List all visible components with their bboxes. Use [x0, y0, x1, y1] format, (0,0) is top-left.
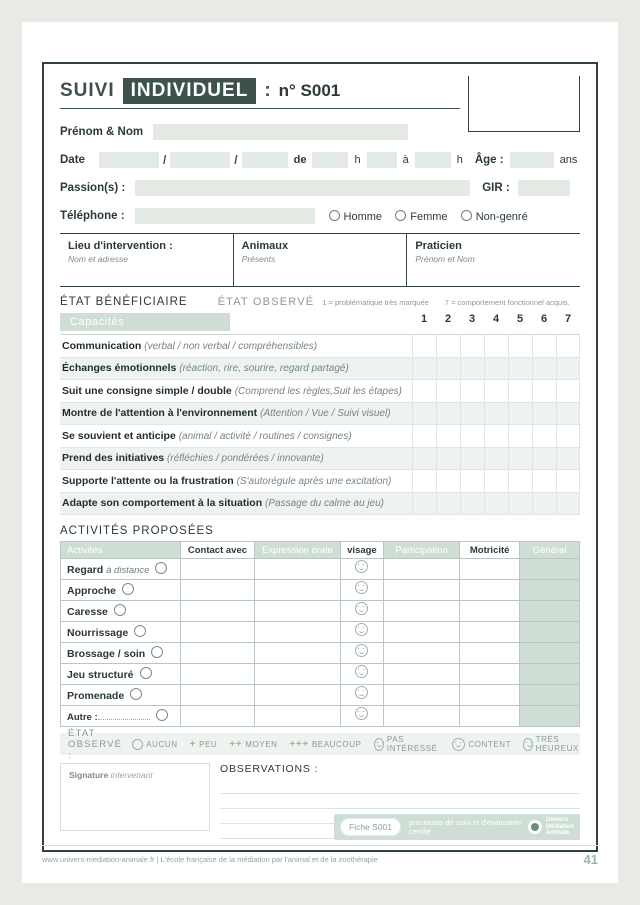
- date-day-input[interactable]: [99, 152, 159, 168]
- other-write-line[interactable]: [98, 710, 150, 720]
- gender-label-1: Femme: [410, 210, 448, 223]
- score-cell[interactable]: [412, 470, 436, 492]
- gir-input[interactable]: [518, 180, 570, 196]
- activity-label: Autre :: [67, 712, 98, 723]
- smiley-icon: [355, 560, 368, 573]
- criteria-label: Échanges émotionnels: [62, 362, 177, 375]
- score-cell[interactable]: [412, 380, 436, 402]
- activity-checkbox[interactable]: [134, 625, 146, 637]
- signature-label: Signature: [69, 770, 109, 780]
- activities-table: [60, 541, 580, 727]
- cell-visage[interactable]: [340, 685, 383, 706]
- criteria-detail: (S'autorégule après une excitation): [236, 475, 392, 487]
- scale-4: 4: [492, 313, 500, 325]
- score-cell[interactable]: [556, 425, 580, 447]
- score-cell[interactable]: [508, 470, 532, 492]
- criteria-detail: (réaction, rire, sourire, regard partagé): [179, 363, 349, 375]
- activities-col-3: visage: [340, 542, 383, 559]
- legend-item-peu: [190, 739, 218, 750]
- score-cell[interactable]: [460, 493, 484, 515]
- cell-visage[interactable]: [340, 664, 383, 685]
- form-number: n° S001: [278, 81, 341, 100]
- scale-3: 3: [468, 313, 476, 325]
- cell-contact[interactable]: [181, 643, 255, 664]
- score-cell[interactable]: [412, 448, 436, 470]
- score-cell[interactable]: [484, 470, 508, 492]
- smiley-icon: [355, 665, 368, 678]
- date-slash-1: /: [162, 153, 167, 167]
- legend-label: AUCUN: [146, 739, 178, 749]
- score-cell[interactable]: [532, 448, 556, 470]
- column-animaux-sub: Présents: [241, 254, 276, 264]
- cell-participation[interactable]: [384, 643, 460, 664]
- passions-label: Passion(s) :: [60, 182, 126, 194]
- cell-contact[interactable]: [181, 664, 255, 685]
- score-cell[interactable]: [508, 380, 532, 402]
- cell-expression[interactable]: [254, 643, 340, 664]
- logo-placeholder-box: [468, 76, 580, 132]
- title-colon: :: [264, 80, 271, 101]
- score-cell[interactable]: [484, 380, 508, 402]
- radio-femme[interactable]: [395, 210, 406, 221]
- form-sheet: [42, 62, 598, 852]
- score-cell[interactable]: [556, 493, 580, 515]
- activity-checkbox[interactable]: [114, 604, 126, 616]
- brand-line-1: Univers: [546, 816, 569, 823]
- observations-title: OBSERVATIONS :: [220, 763, 319, 775]
- activity-row: [61, 643, 580, 664]
- score-cell[interactable]: [508, 358, 532, 380]
- cell-visage[interactable]: [340, 706, 383, 727]
- criteria-detail: (Comprend les règles,Suit les étapes): [234, 385, 403, 397]
- score-cell[interactable]: [436, 335, 460, 357]
- activity-checkbox[interactable]: [155, 562, 167, 574]
- cell-participation[interactable]: [384, 664, 460, 685]
- legend-item-moyen: [229, 739, 277, 750]
- cell-motricite[interactable]: [460, 643, 520, 664]
- legend-label: CONTENT: [468, 739, 512, 749]
- radio-non-genre[interactable]: [461, 210, 472, 221]
- circle-empty-icon: [132, 739, 143, 750]
- legend-label: TRÈS HEUREUX: [535, 735, 579, 753]
- cell-expression[interactable]: [254, 664, 340, 685]
- column-lieu-title: Lieu d'intervention :: [68, 240, 173, 252]
- cell-visage[interactable]: [340, 643, 383, 664]
- cell-general[interactable]: [520, 601, 580, 622]
- cell-general[interactable]: [520, 580, 580, 601]
- scale-5: 5: [516, 313, 524, 325]
- fiche-certification-text: processus de suivi et d'évaluation certifié: [409, 817, 521, 836]
- column-animaux[interactable]: [233, 234, 407, 286]
- end-hour-input[interactable]: [415, 152, 451, 168]
- cell-expression[interactable]: [254, 559, 340, 580]
- criteria-label: Se souvient et anticipe: [62, 429, 176, 442]
- phone-label: Téléphone :: [60, 210, 125, 222]
- gir-label: GIR :: [482, 182, 510, 194]
- date-month-input[interactable]: [170, 152, 230, 168]
- criteria-row: [60, 493, 580, 516]
- cell-contact[interactable]: [181, 559, 255, 580]
- page-number: 41: [583, 852, 598, 867]
- criteria-detail: (Attention / Vue / Suivi visuel): [260, 408, 391, 420]
- beneficiary-title: ÉTAT BÉNÉFICIAIRE: [60, 296, 188, 308]
- criteria-row: [60, 470, 580, 493]
- plus-plus-plus-icon: +++: [289, 738, 309, 750]
- score-cell[interactable]: [532, 335, 556, 357]
- column-praticien-title: Praticien: [415, 240, 462, 252]
- score-cell[interactable]: [532, 380, 556, 402]
- criteria-detail: (animal / activité / routines / consignes): [178, 430, 352, 442]
- signature-sub: intervenant: [110, 770, 153, 780]
- gender-group: [329, 210, 538, 223]
- activity-label: Brossage / soin: [67, 648, 146, 660]
- legend-label: PEU: [199, 739, 218, 749]
- score-cell[interactable]: [412, 403, 436, 425]
- activities-col-1: Contact avec: [181, 542, 255, 559]
- cell-motricite[interactable]: [460, 601, 520, 622]
- criteria-detail: (Passage du calme au jeu): [265, 498, 385, 510]
- criteria-label: Prend des initiatives: [62, 452, 165, 465]
- legend-label: BEAUCOUP: [311, 739, 362, 749]
- score-cell[interactable]: [436, 425, 460, 447]
- smiley-icon: [355, 707, 368, 720]
- activity-row: [61, 706, 580, 727]
- criteria-row: [60, 403, 580, 426]
- paw-icon: [528, 820, 542, 834]
- observations-line[interactable]: [220, 779, 580, 794]
- score-cell[interactable]: [556, 358, 580, 380]
- activity-row: [61, 622, 580, 643]
- legend-item-pas-interesse: [374, 735, 441, 753]
- cell-visage[interactable]: [340, 622, 383, 643]
- brand-logo: [528, 817, 574, 838]
- cell-motricite[interactable]: [460, 622, 520, 643]
- legend-item-content: [452, 738, 511, 751]
- criteria-detail: (réfléchies / pondérées / innovante): [167, 453, 324, 465]
- score-cell[interactable]: [508, 425, 532, 447]
- score-cell[interactable]: [484, 425, 508, 447]
- date-year-input[interactable]: [242, 152, 288, 168]
- cell-general[interactable]: [520, 664, 580, 685]
- score-cell[interactable]: [460, 358, 484, 380]
- footer-text: www.univers-mediation-animale.fr | L'école française de la médiation par l'animal et de la zoothérapie: [42, 855, 378, 864]
- score-cell[interactable]: [484, 448, 508, 470]
- smiley-icon: [355, 581, 368, 594]
- score-cell[interactable]: [436, 448, 460, 470]
- cell-general[interactable]: [520, 643, 580, 664]
- cell-contact[interactable]: [181, 580, 255, 601]
- score-cell[interactable]: [412, 493, 436, 515]
- activities-col-6: Général: [520, 542, 580, 559]
- score-cell[interactable]: [532, 493, 556, 515]
- hour-label-1: h: [354, 154, 361, 166]
- score-cell[interactable]: [484, 403, 508, 425]
- cell-participation[interactable]: [384, 706, 460, 727]
- activity-checkbox[interactable]: [151, 646, 163, 658]
- activity-sub: à distance: [106, 565, 150, 576]
- activity-checkbox[interactable]: [130, 688, 142, 700]
- activity-checkbox[interactable]: [140, 667, 152, 679]
- context-columns: [60, 233, 580, 287]
- scale-1: 1: [420, 313, 428, 325]
- legend-item-aucun: [132, 739, 177, 750]
- legend-title: ÉTAT OBSERVÉ :: [68, 727, 123, 761]
- name-input[interactable]: [153, 124, 408, 140]
- score-cell[interactable]: [412, 335, 436, 357]
- activities-col-0: Activités: [61, 542, 181, 559]
- activity-label: Caresse: [67, 606, 108, 618]
- cell-contact[interactable]: [181, 706, 255, 727]
- smiley-icon: [355, 623, 368, 636]
- activity-row: [61, 559, 580, 580]
- activity-label: Jeu structuré: [67, 669, 134, 681]
- title-rule: [60, 108, 460, 109]
- cell-general[interactable]: [520, 685, 580, 706]
- score-cell[interactable]: [484, 335, 508, 357]
- observations-line[interactable]: [220, 794, 580, 809]
- page-footer: [42, 845, 598, 867]
- activity-row: [61, 580, 580, 601]
- score-cell[interactable]: [460, 335, 484, 357]
- smiley-sad-icon: [374, 738, 384, 751]
- document-page: [22, 22, 618, 883]
- score-cell[interactable]: [436, 380, 460, 402]
- end-hour-field-left[interactable]: [367, 152, 397, 168]
- criteria-label: Montre de l'attention à l'environnement: [62, 407, 258, 420]
- criteria-label: Communication: [62, 339, 142, 352]
- cell-motricite[interactable]: [460, 664, 520, 685]
- score-cell[interactable]: [412, 358, 436, 380]
- criteria-table: [60, 334, 580, 515]
- score-cell[interactable]: [508, 335, 532, 357]
- activity-row: [61, 664, 580, 685]
- date-slash-2: /: [234, 153, 238, 167]
- criteria-row: [60, 335, 580, 358]
- gender-label-0: Homme: [343, 210, 383, 223]
- activity-row: [61, 601, 580, 622]
- smiley-happy-icon: [523, 738, 532, 751]
- score-cell[interactable]: [508, 403, 532, 425]
- column-animaux-title: Animaux: [241, 240, 289, 252]
- score-cell[interactable]: [556, 403, 580, 425]
- plus-icon: +: [189, 738, 197, 750]
- score-cell[interactable]: [436, 358, 460, 380]
- capacities-header-label: Capacités: [60, 313, 230, 331]
- criteria-label: Supporte l'attente ou la frustration: [62, 474, 234, 487]
- title-individuel: INDIVIDUEL: [123, 78, 257, 104]
- score-cell[interactable]: [436, 470, 460, 492]
- identity-block: [60, 121, 580, 227]
- age-label: Âge :: [474, 154, 504, 166]
- activities-header-row: [61, 542, 580, 559]
- cell-general[interactable]: [520, 706, 580, 727]
- smiley-icon: [355, 686, 368, 699]
- cell-motricite[interactable]: [460, 580, 520, 601]
- legend-label: PAS INTÉRESSÉ: [386, 735, 438, 753]
- cell-participation[interactable]: [384, 559, 460, 580]
- cell-participation[interactable]: [384, 580, 460, 601]
- score-cell[interactable]: [556, 335, 580, 357]
- brand-line-3: Animale: [546, 830, 570, 837]
- score-cell[interactable]: [436, 403, 460, 425]
- scale-7: 7: [564, 313, 572, 325]
- column-praticien-sub: Prénom et Nom: [415, 254, 475, 264]
- scale-note-right: 7 = comportement fonctionnel acquis.: [444, 298, 570, 307]
- date-label: Date: [60, 154, 85, 166]
- cell-expression[interactable]: [254, 580, 340, 601]
- cell-motricite[interactable]: [460, 559, 520, 580]
- phone-row: [60, 205, 580, 227]
- scale-note-left: 1 = problématique très marquée: [322, 298, 429, 307]
- score-cell[interactable]: [532, 403, 556, 425]
- de-label: de: [293, 154, 307, 166]
- smiley-neutral-icon: [452, 738, 465, 751]
- cell-participation[interactable]: [384, 685, 460, 706]
- score-cell[interactable]: [460, 448, 484, 470]
- score-cell[interactable]: [532, 358, 556, 380]
- criteria-row: [60, 448, 580, 471]
- fiche-badge-bar: [334, 814, 580, 840]
- score-cell[interactable]: [460, 403, 484, 425]
- score-cell[interactable]: [508, 493, 532, 515]
- activity-label: Approche: [67, 585, 117, 597]
- smiley-icon: [355, 644, 368, 657]
- activity-checkbox[interactable]: [122, 583, 134, 595]
- passions-row: [60, 177, 580, 199]
- activities-col-4: Participation: [384, 542, 460, 559]
- column-lieu[interactable]: [60, 234, 233, 286]
- criteria-row: [60, 425, 580, 448]
- score-cell[interactable]: [460, 425, 484, 447]
- cell-motricite[interactable]: [460, 706, 520, 727]
- criteria-row: [60, 380, 580, 403]
- beneficiary-header: [60, 296, 580, 308]
- hour-label-2: h: [456, 154, 463, 166]
- cell-expression[interactable]: [254, 685, 340, 706]
- criteria-row: [60, 358, 580, 381]
- score-cell[interactable]: [460, 380, 484, 402]
- title-suivi: SUIVI: [60, 80, 115, 101]
- gender-label-2: Non-genré: [475, 210, 528, 223]
- activity-label: Nourrissage: [67, 627, 129, 639]
- fiche-pill: Fiche S001: [340, 818, 401, 836]
- scale-2: 2: [444, 313, 452, 325]
- passions-input[interactable]: [135, 180, 470, 196]
- column-praticien[interactable]: [406, 234, 580, 286]
- score-cell[interactable]: [556, 380, 580, 402]
- smiley-icon: [355, 602, 368, 615]
- cell-expression[interactable]: [254, 622, 340, 643]
- score-cell[interactable]: [508, 448, 532, 470]
- cell-general[interactable]: [520, 559, 580, 580]
- observed-title: ÉTAT OBSERVÉ: [217, 296, 315, 308]
- score-cell[interactable]: [556, 470, 580, 492]
- a-label: à: [402, 154, 409, 166]
- activities-col-5: Motricité: [460, 542, 520, 559]
- name-label: Prénom & Nom: [60, 126, 144, 138]
- ans-label: ans: [559, 154, 578, 166]
- cell-participation[interactable]: [384, 622, 460, 643]
- cell-visage[interactable]: [340, 559, 383, 580]
- activities-title: ACTIVITÉS PROPOSÉES: [60, 525, 214, 537]
- cell-visage[interactable]: [340, 601, 383, 622]
- activity-row: [61, 685, 580, 706]
- criteria-detail: (verbal / non verbal / compréhensibles): [144, 340, 318, 352]
- legend-label: MOYEN: [245, 739, 278, 749]
- start-hour-input[interactable]: [312, 152, 348, 168]
- legend-bar: [60, 727, 580, 761]
- cell-expression[interactable]: [254, 706, 340, 727]
- signature-box[interactable]: [60, 763, 210, 831]
- criteria-label: Suit une consigne simple / double: [62, 384, 232, 397]
- score-cell[interactable]: [484, 358, 508, 380]
- score-cell[interactable]: [532, 425, 556, 447]
- score-cell[interactable]: [484, 493, 508, 515]
- score-cell[interactable]: [412, 425, 436, 447]
- cell-motricite[interactable]: [460, 685, 520, 706]
- cell-expression[interactable]: [254, 601, 340, 622]
- phone-input[interactable]: [135, 208, 315, 224]
- cell-contact[interactable]: [181, 622, 255, 643]
- scale-header: [412, 313, 580, 331]
- score-cell[interactable]: [460, 470, 484, 492]
- legend-item-tres-heureux: [523, 735, 582, 753]
- cell-visage[interactable]: [340, 580, 383, 601]
- score-cell[interactable]: [556, 448, 580, 470]
- criteria-label: Adapte son comportement à la situation: [62, 497, 263, 510]
- cell-general[interactable]: [520, 622, 580, 643]
- score-cell[interactable]: [436, 493, 460, 515]
- plus-plus-icon: ++: [229, 738, 243, 750]
- capacities-header-row: [60, 313, 580, 331]
- column-lieu-sub: Nom et adresse: [68, 254, 128, 264]
- radio-homme[interactable]: [329, 210, 340, 221]
- date-row: [60, 149, 580, 171]
- cell-contact[interactable]: [181, 601, 255, 622]
- activity-label: Promenade: [67, 690, 125, 702]
- activity-checkbox[interactable]: [156, 709, 168, 721]
- brand-line-2: Médiation: [546, 823, 574, 830]
- scale-6: 6: [540, 313, 548, 325]
- legend-item-beaucoup: [290, 739, 362, 750]
- cell-contact[interactable]: [181, 685, 255, 706]
- activity-label: Regard: [67, 564, 104, 576]
- age-input[interactable]: [510, 152, 554, 168]
- cell-participation[interactable]: [384, 601, 460, 622]
- score-cell[interactable]: [532, 470, 556, 492]
- activities-col-2: Expression orale: [254, 542, 340, 559]
